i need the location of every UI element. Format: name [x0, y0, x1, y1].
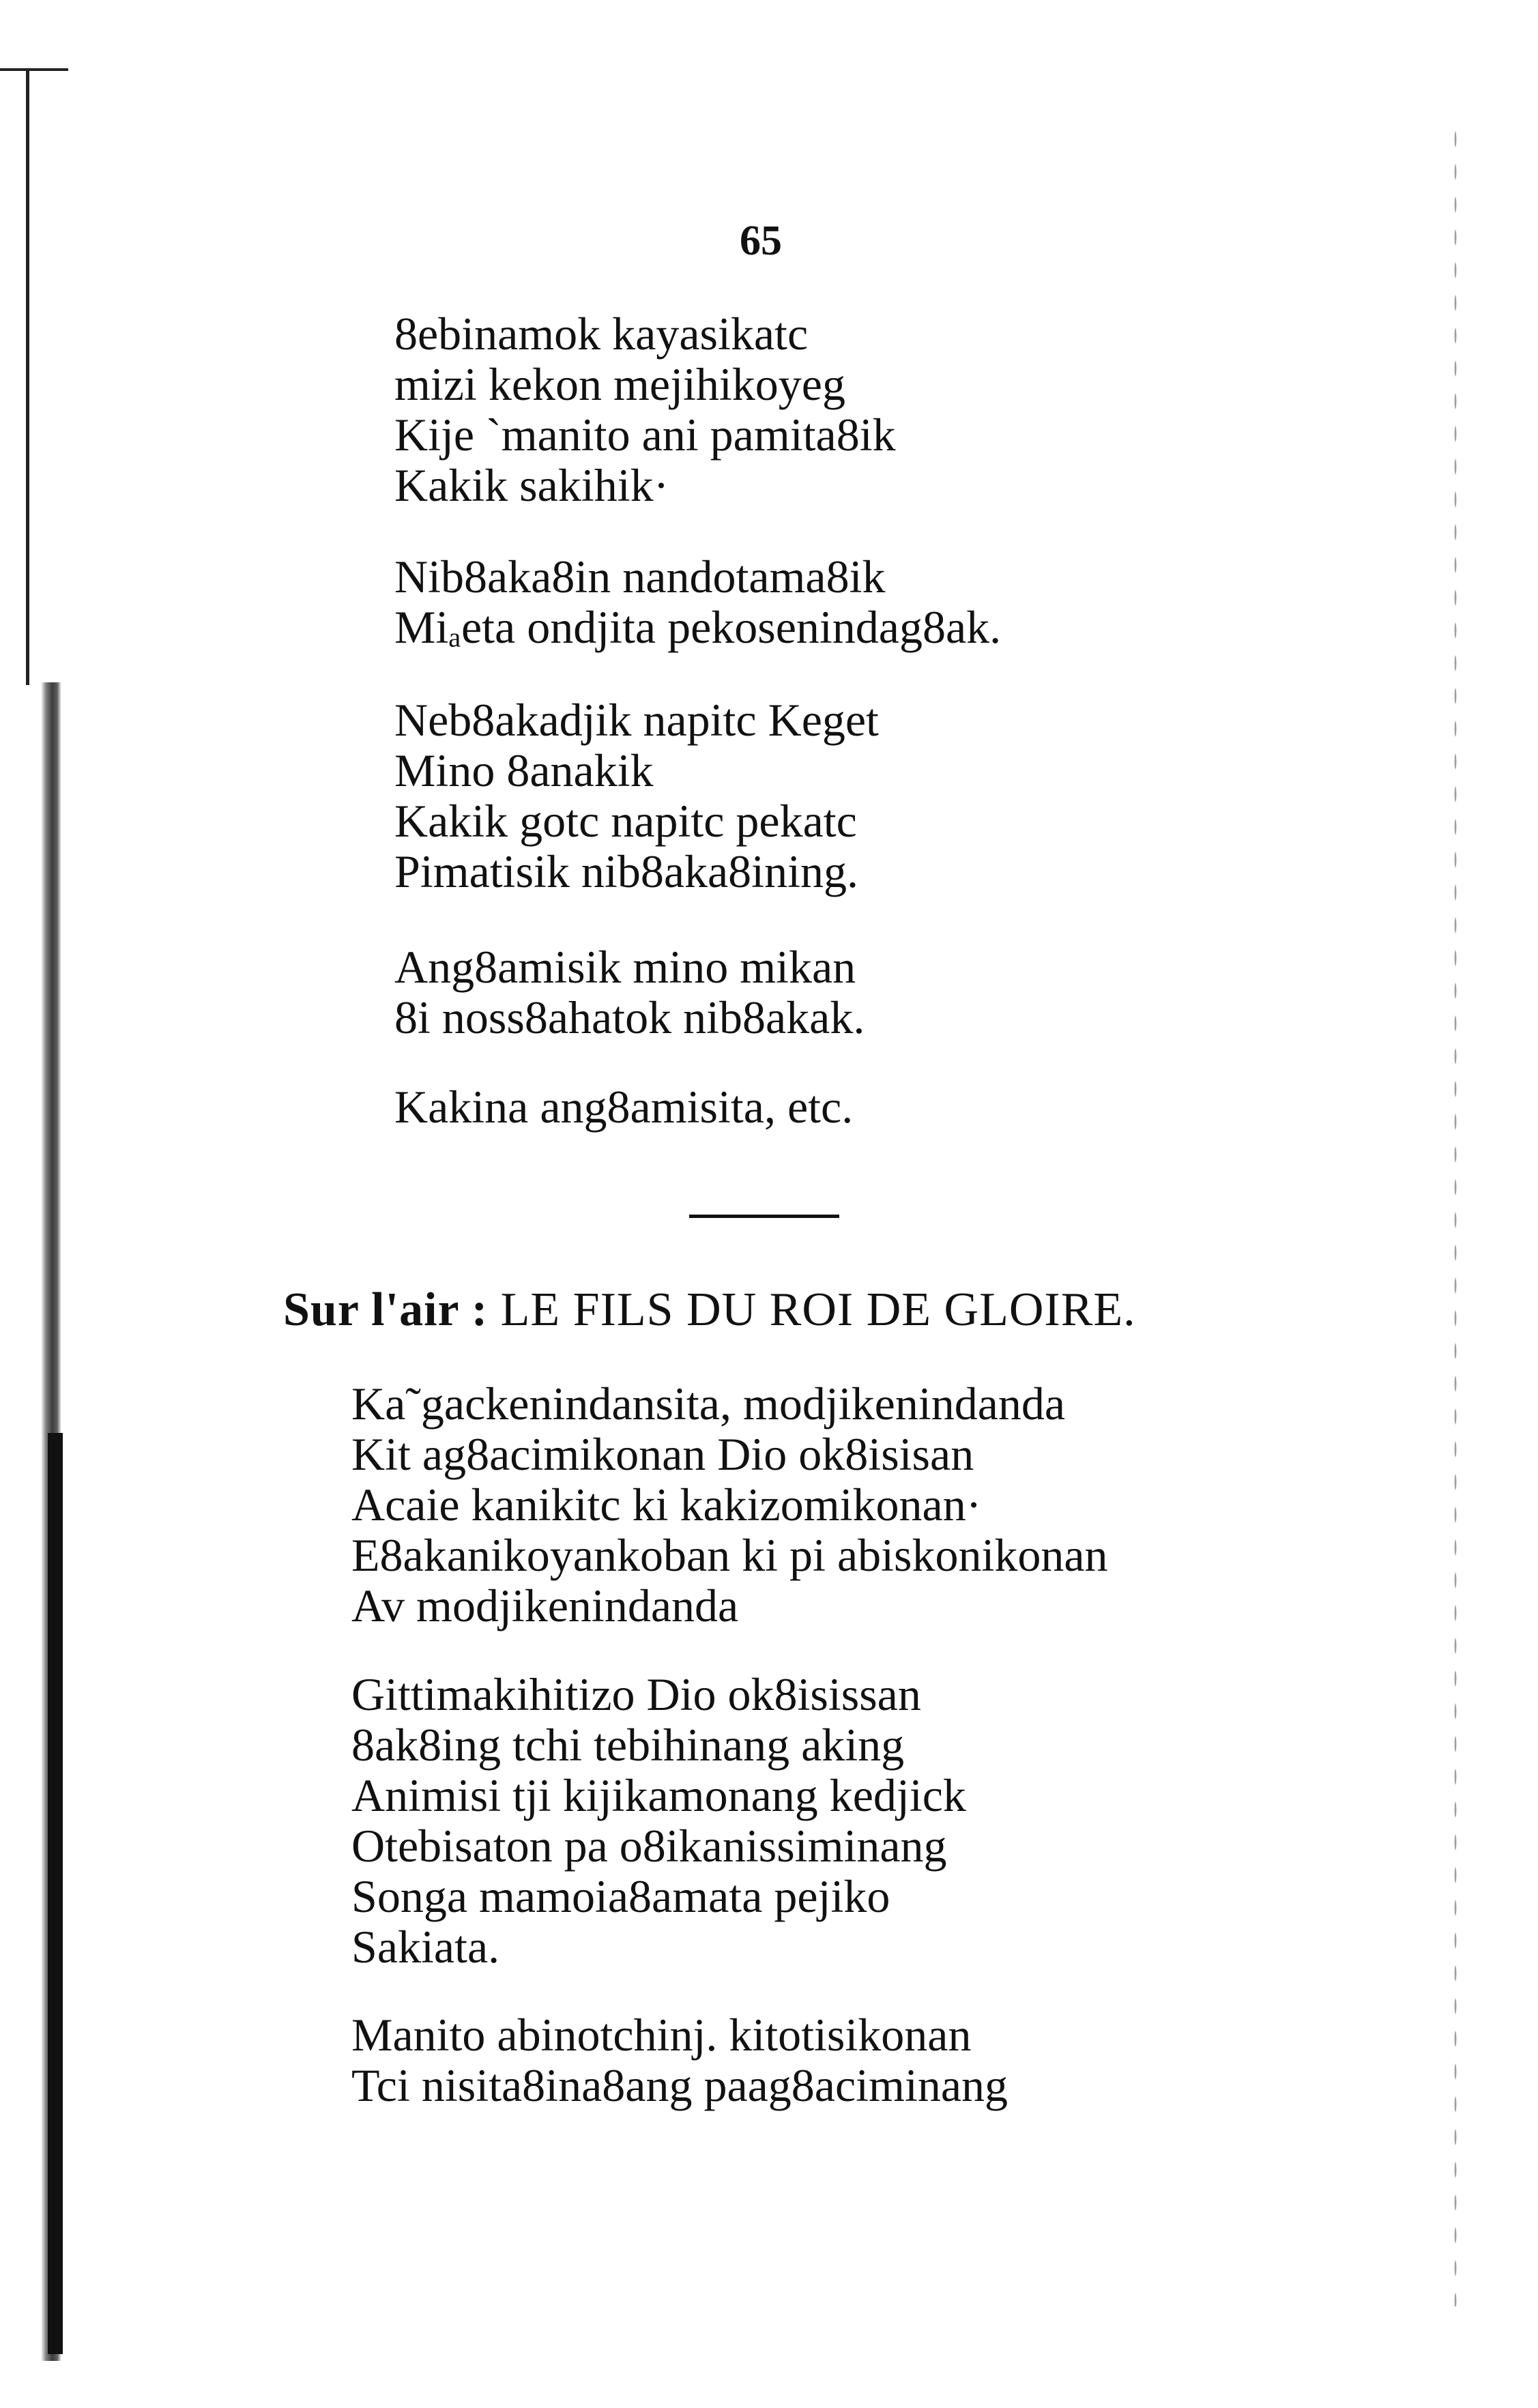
verse-line: Otebisaton pa o8ikanissiminang	[351, 1820, 947, 1872]
verse-line: Songa mamoia8amata pejiko	[351, 1870, 890, 1922]
verse-line: 8i noss8ahatok nib8akak.	[394, 991, 865, 1043]
verse-line: Acaie kanikitc ki kakizomikonan·	[351, 1479, 982, 1531]
verse-line: Kakina ang8amisita, etc.	[394, 1081, 854, 1133]
verse-line: 8ak8ing tchi tebihinang aking	[351, 1719, 905, 1771]
stanza-6	[351, 1378, 1108, 1631]
stanza-2	[394, 551, 1001, 652]
stanza-4	[394, 942, 865, 1043]
verse-line: Pimatisik nib8aka8ining.	[394, 845, 858, 897]
binding-edge-line	[26, 71, 29, 685]
verse-line: Miₐeta ondjita pekosenindag8ak.	[394, 601, 1002, 653]
heading-title: LE FILS DU ROI DE GLOIRE.	[500, 1283, 1136, 1336]
page-number: 65	[740, 218, 782, 264]
stanza-3	[394, 695, 879, 897]
binding-shadow-dark	[48, 1433, 63, 2354]
verse-line: Kakik sakihik·	[394, 459, 669, 511]
verse-line: 8ebinamok kayasikatc	[394, 308, 809, 360]
verse-line: Mino 8anakik	[394, 744, 654, 796]
verse-line: Animisi tji kijikamonang kedjick	[351, 1769, 966, 1821]
verse-line: Gittimakihitizo Dio ok8isissan	[351, 1668, 921, 1720]
verse-line: Kakik gotc napitc pekatc	[394, 795, 857, 847]
verse-line: Tci nisita8ina8ang paag8aciminang	[351, 2059, 1009, 2111]
stanza-5	[394, 1082, 853, 1132]
stanza-8	[351, 2010, 1008, 2110]
verse-line: E8akanikoyankoban ki pi abiskonikonan	[351, 1529, 1108, 1581]
verse-line: Neb8akadjik napitc Keget	[394, 694, 879, 746]
stanza-1	[394, 308, 896, 510]
verse-line: Ang8amisik mino mikan	[394, 941, 856, 993]
heading-prefix: Sur l'air :	[283, 1283, 489, 1336]
verse-line: mizi kekon mejihikoyeg	[394, 358, 845, 410]
verse-line: Ka˜gackenindansita, modjikenindanda	[351, 1378, 1066, 1430]
binding-edge-top	[0, 68, 68, 71]
song-heading	[283, 1283, 1136, 1337]
verse-line: Kije `manito ani pamita8ik	[394, 409, 896, 461]
page-edge-specks	[1453, 123, 1457, 2306]
verse-line: Manito abinotchinj. kitotisikonan	[351, 2009, 972, 2061]
verse-line: Av modjikenindanda	[351, 1580, 739, 1631]
verse-line: Kit ag8acimikonan Dio ok8isisan	[351, 1428, 974, 1480]
verse-line: Nib8aka8in nandotama8ik	[394, 551, 886, 603]
verse-line: Sakiata.	[351, 1921, 500, 1973]
stanza-7	[351, 1669, 966, 1972]
section-divider	[689, 1215, 839, 1218]
